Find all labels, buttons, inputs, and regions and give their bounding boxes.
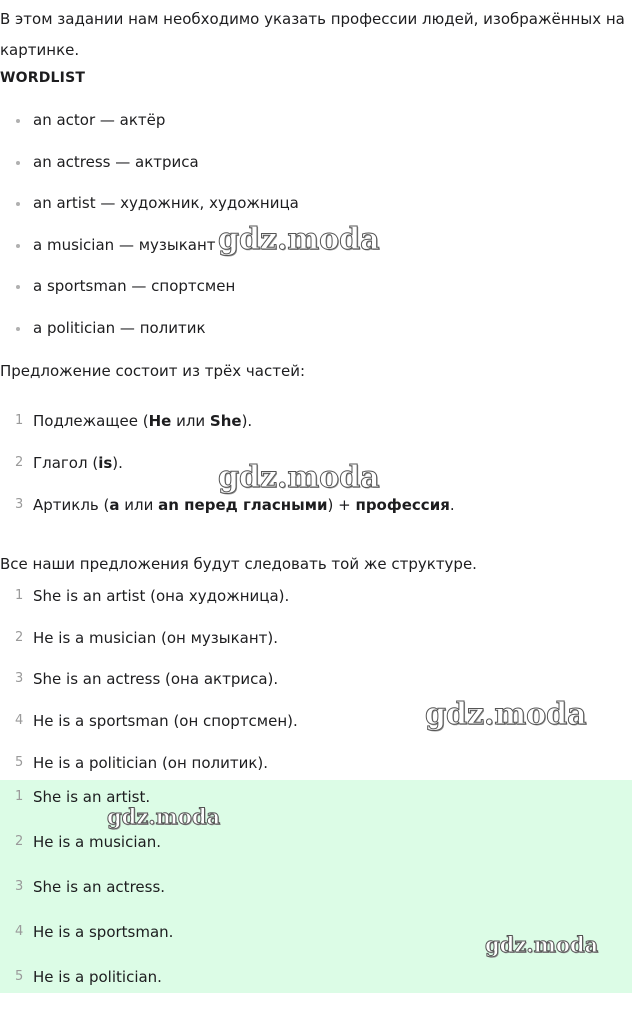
bullet-icon <box>16 285 20 289</box>
list-item: 3 She is an actress (она актриса). <box>15 670 279 689</box>
intro-text: В этом задании нам необходимо указать профессии людей, изображённых на картинке. <box>0 10 625 59</box>
list-item: 2 He is a musician (он музыкант). <box>15 628 279 647</box>
watermark: gdz.moda <box>107 804 221 829</box>
watermark: gdz.moda <box>218 222 380 257</box>
list-item: 3 She is an actress. <box>15 878 166 896</box>
list-item: 2 Глагол (is). <box>15 454 123 472</box>
watermark: gdz.moda <box>218 460 380 495</box>
list-item: a sportsman — спортсмен <box>0 277 299 319</box>
bullet-icon <box>16 244 20 248</box>
bullet-icon <box>16 327 20 331</box>
answer-box <box>0 780 632 993</box>
list-item: 5 He is a politician (он политик). <box>15 753 269 772</box>
list-item: 1 Подлежащее (He или She). <box>15 412 253 430</box>
list-item: an actress — актриса <box>0 153 299 195</box>
structure-intro: Предложение состоит из трёх частей: <box>0 362 305 380</box>
bullet-icon <box>16 202 20 206</box>
watermark: gdz.moda <box>425 697 587 732</box>
bullet-icon <box>16 119 20 123</box>
list-item: 5 He is a politician. <box>15 968 162 986</box>
follow-text: Все наши предложения будут следовать той же структуре. <box>0 555 477 573</box>
list-item: 4 He is a sportsman (он спортсмен). <box>15 712 298 731</box>
watermark: gdz.moda <box>485 932 599 957</box>
list-item: 3 Артикль (a или an перед гласными) + профессия. <box>15 496 455 514</box>
list-item: 2 He is a musician. <box>15 833 161 851</box>
list-item: a musician — музыкант <box>0 236 299 278</box>
bullet-icon <box>16 161 20 165</box>
list-item: 1 She is an artist (она художница). <box>15 587 290 605</box>
wordlist-heading: WORDLIST <box>0 70 86 86</box>
list-item: an actor — актёр <box>0 111 299 153</box>
list-item: 1 She is an artist. <box>15 788 151 806</box>
list-item: a politician — политик <box>0 319 299 361</box>
list-item: an artist — художник, художница <box>0 194 299 236</box>
list-item: 4 He is a sportsman. <box>15 923 174 941</box>
sentences-list <box>0 587 298 795</box>
